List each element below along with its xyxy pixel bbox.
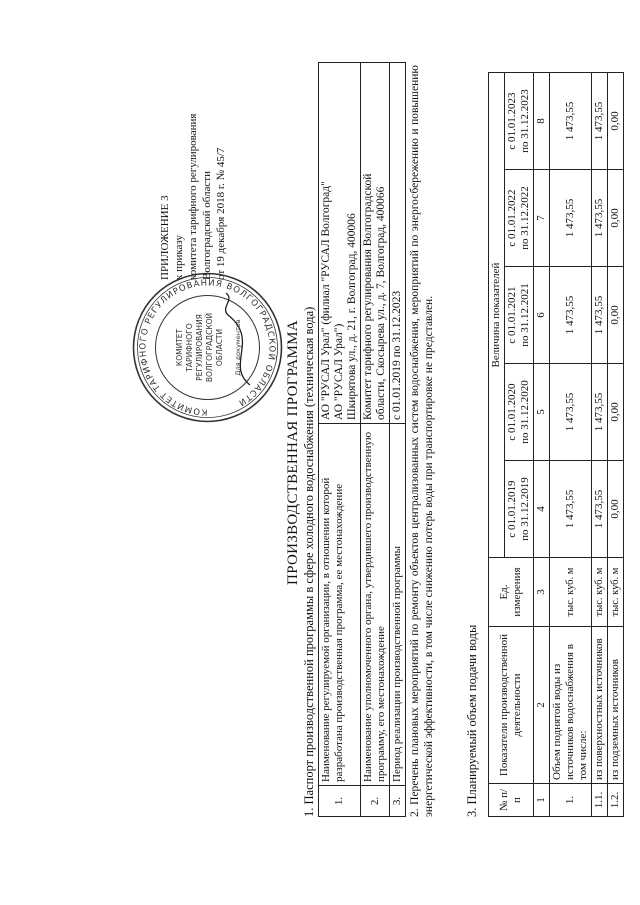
passport-value bbox=[390, 63, 406, 424]
header-period: с 01.01.2023 по 31.12.2023 bbox=[505, 73, 534, 170]
row-value: 1 473,55 bbox=[592, 364, 608, 461]
header-period: с 01.01.2019 по 31.12.2019 bbox=[505, 461, 534, 558]
row-value: 1 473,55 bbox=[592, 267, 608, 364]
passport-label: Наименование уполномоченного органа, утвердившего производственную программу, его местонахождение bbox=[361, 424, 390, 786]
stamp-center-line: КОМИТЕТ bbox=[175, 328, 184, 367]
header-num: № п/п bbox=[489, 784, 534, 817]
passport-value-line: с 01.01.2019 по 31.12.2023 bbox=[391, 290, 403, 420]
row-num: 1. bbox=[550, 784, 592, 817]
column-number: 3 bbox=[534, 558, 550, 627]
column-number: 8 bbox=[534, 73, 550, 170]
column-number: 4 bbox=[534, 461, 550, 558]
row-value: 1 473,55 bbox=[550, 73, 592, 170]
column-number: 5 bbox=[534, 364, 550, 461]
row-value: 1 473,55 bbox=[592, 170, 608, 267]
appendix-line: комитета тарифного регулирования bbox=[187, 113, 199, 280]
header-period: с 01.01.2022 по 31.12.2022 bbox=[505, 170, 534, 267]
header-indicator: Показатели производственной деятельности bbox=[489, 627, 534, 784]
passport-value-line: Шкирятова ул., д. 21, г. Волгоград, 400006 bbox=[346, 213, 358, 420]
page-title: ПРОИЗВОДСТВЕННАЯ ПРОГРАММА bbox=[285, 320, 301, 585]
passport-value bbox=[361, 63, 390, 424]
row-num: 1.1. bbox=[592, 784, 608, 817]
table-row bbox=[592, 73, 608, 817]
row-value: 1 473,55 bbox=[550, 461, 592, 558]
row-value: 0,00 bbox=[608, 364, 624, 461]
passport-value-line: Комитет тарифного регулирования Волгоградской bbox=[362, 173, 374, 420]
passport-value bbox=[319, 63, 361, 424]
column-number: 6 bbox=[534, 267, 550, 364]
column-number-row bbox=[534, 73, 550, 817]
passport-num: 2. bbox=[361, 786, 390, 817]
table-header-row bbox=[489, 73, 505, 817]
header-unit: Ед. измерения bbox=[489, 558, 534, 627]
passport-num: 3. bbox=[390, 786, 406, 817]
header-group: Величина показателей bbox=[489, 73, 505, 558]
appendix-line: к приказу bbox=[173, 234, 185, 280]
row-value: 1 473,55 bbox=[592, 461, 608, 558]
table-row bbox=[319, 63, 361, 817]
passport-table bbox=[318, 62, 406, 817]
column-number: 1 bbox=[534, 784, 550, 817]
stamp-center-line: Для документов bbox=[234, 319, 242, 376]
row-indicator: из поверхностных источников bbox=[592, 627, 608, 784]
appendix-line: ПРИЛОЖЕНИЕ 3 bbox=[159, 195, 171, 280]
row-value: 1 473,55 bbox=[592, 73, 608, 170]
passport-label: Период реализации производственной программы bbox=[390, 424, 406, 786]
appendix-header bbox=[158, 10, 228, 280]
appendix-line: от 19 декабря 2018 г. № 45/7 bbox=[215, 147, 227, 280]
table-row bbox=[390, 63, 406, 817]
section2-text: 2. Перечень плановых мероприятий по ремонту объектов централизованных систем водоснабжения, мероприятий по энергосбережению и повышению энергетической эффективности, в том числе снижению потерь воды при транспортировке не представлен. bbox=[409, 65, 435, 817]
passport-label: Наименование регулируемой организации, в отношении которой разработана производственная программа, ее местонахождение bbox=[319, 424, 361, 786]
stamp-center-line: РЕГУЛИРОВАНИЯ bbox=[195, 314, 204, 381]
passport-value-line: области, Скосырева ул., д. 7, Волгоград, 400066 bbox=[375, 186, 387, 420]
official-stamp-icon bbox=[130, 270, 285, 425]
row-value: 1 473,55 bbox=[550, 170, 592, 267]
column-number: 7 bbox=[534, 170, 550, 267]
passport-num: 1. bbox=[319, 786, 361, 817]
appendix-line: Волгоградской области bbox=[201, 171, 213, 280]
stamp-center-line: ТАРИФНОГО bbox=[185, 323, 194, 372]
row-indicator: Объем поднятой воды из источников водоснабжения в том числе: bbox=[550, 627, 592, 784]
stamp-center-line: ВОЛГОГРАДСКОЙ bbox=[205, 312, 214, 383]
table-row bbox=[608, 73, 624, 817]
column-number: 2 bbox=[534, 627, 550, 784]
passport-value-line: АО "РУСАЛ Урал" (филиал "РУСАЛ Волгоград" bbox=[320, 181, 332, 420]
header-period: с 01.01.2020 по 31.12.2020 bbox=[505, 364, 534, 461]
section3-title: 3. Планируемый объем подачи воды bbox=[465, 624, 479, 817]
row-value: 0,00 bbox=[608, 73, 624, 170]
table-row bbox=[550, 73, 592, 817]
row-value: 0,00 bbox=[608, 170, 624, 267]
row-value: 0,00 bbox=[608, 461, 624, 558]
row-value: 1 473,55 bbox=[550, 364, 592, 461]
header-period: с 01.01.2021 по 31.12.2021 bbox=[505, 267, 534, 364]
row-value: 0,00 bbox=[608, 267, 624, 364]
row-unit: тыс. куб. м bbox=[608, 558, 624, 627]
row-unit: тыс. куб. м bbox=[592, 558, 608, 627]
passport-value-line: АО "РУСАЛ Урал") bbox=[333, 323, 345, 420]
row-unit: тыс. куб. м bbox=[550, 558, 592, 627]
row-value: 1 473,55 bbox=[550, 267, 592, 364]
row-indicator: из подземных источников bbox=[608, 627, 624, 784]
water-volume-table bbox=[488, 72, 624, 817]
table-row bbox=[361, 63, 390, 817]
row-num: 1.2. bbox=[608, 784, 624, 817]
stamp-center-line: ОБЛАСТИ bbox=[215, 328, 224, 367]
stamp-outer-text: КОМИТЕТ ТАРИФНОГО РЕГУЛИРОВАНИЯ ВОЛГОГРАДСКОЙ ОБЛАСТИ bbox=[138, 278, 277, 417]
section1-title: 1. Паспорт производственной программы в сфере холодного водоснабжения (техническая вода) bbox=[302, 306, 316, 817]
